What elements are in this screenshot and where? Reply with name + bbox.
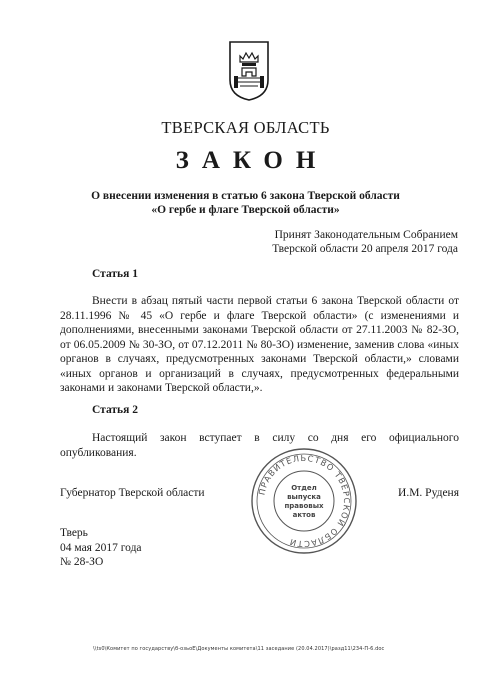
- signatory-title: Губернатор Тверской области: [60, 487, 205, 499]
- subtitle-line-2: «О гербе и флаге Тверской области»: [151, 204, 340, 216]
- stamp-line-3: правовых: [284, 502, 324, 510]
- law-subtitle: [0, 189, 491, 217]
- signatory-name: И.М. Руденя: [398, 487, 459, 499]
- article-1-text: Внести в абзац пятый части первой статьи 6 закона Тверской области от 28.11.1996 № 45 «О гербе и флаге Тверской области» (с изменениями и дополнениями, внесенными законами Тверской области от 27.11.2003 № 82-ЗО, от 06.05.2009 № 30-ЗО, от 07.12.2011 № 80-ЗО) изменение, заменив слова «иных органов в случаях, предусмотренных законами Тверской области,» словами «иных органов и организаций в случаях, предусмотренных федеральными законами и законами Тверской области,».: [60, 295, 459, 394]
- stamp-ring-text: ПРАВИТЕЛЬСТВО ТВЕРСКОЙ ОБЛАСТИ: [256, 452, 353, 550]
- issue-number: № 28-ЗО: [60, 556, 104, 568]
- article-2-text: Настоящий закон вступает в силу со дня его официального опубликования.: [60, 432, 459, 459]
- region-name: ТВЕРСКАЯ ОБЛАСТЬ: [161, 118, 330, 137]
- file-path-footer: \\ts0\Комитет по государству\б-озьоЕ\Документы комитета\11 заседание (20.04.2017)\разд11\234-П-6.doc: [93, 646, 385, 652]
- adoption-line-2: Тверской области 20 апреля 2017 года: [272, 243, 458, 255]
- adoption-line-1: Принят Законодательным Собранием: [274, 229, 458, 241]
- document-type: ЗАКОН: [175, 147, 329, 174]
- official-stamp: [249, 446, 359, 556]
- subtitle-line-1: О внесении изменения в статью 6 закона Тверской области: [91, 190, 400, 202]
- article-2-title: Статья 2: [92, 404, 138, 416]
- issue-city: Тверь: [60, 527, 88, 539]
- issue-date: 04 мая 2017 года: [60, 541, 142, 554]
- issue-details: [60, 526, 142, 570]
- svg-text:ПРАВИТЕЛЬСТВО ТВЕРСКОЙ ОБЛАСТИ: [250, 447, 359, 556]
- adoption-note: [272, 228, 458, 256]
- stamp-line-2: выпуска: [287, 493, 321, 501]
- article-1-title: Статья 1: [92, 268, 138, 280]
- stamp-line-4: актов: [292, 511, 316, 519]
- stamp-line-1: Отдел: [291, 484, 317, 492]
- coat-of-arms-icon: [228, 40, 270, 102]
